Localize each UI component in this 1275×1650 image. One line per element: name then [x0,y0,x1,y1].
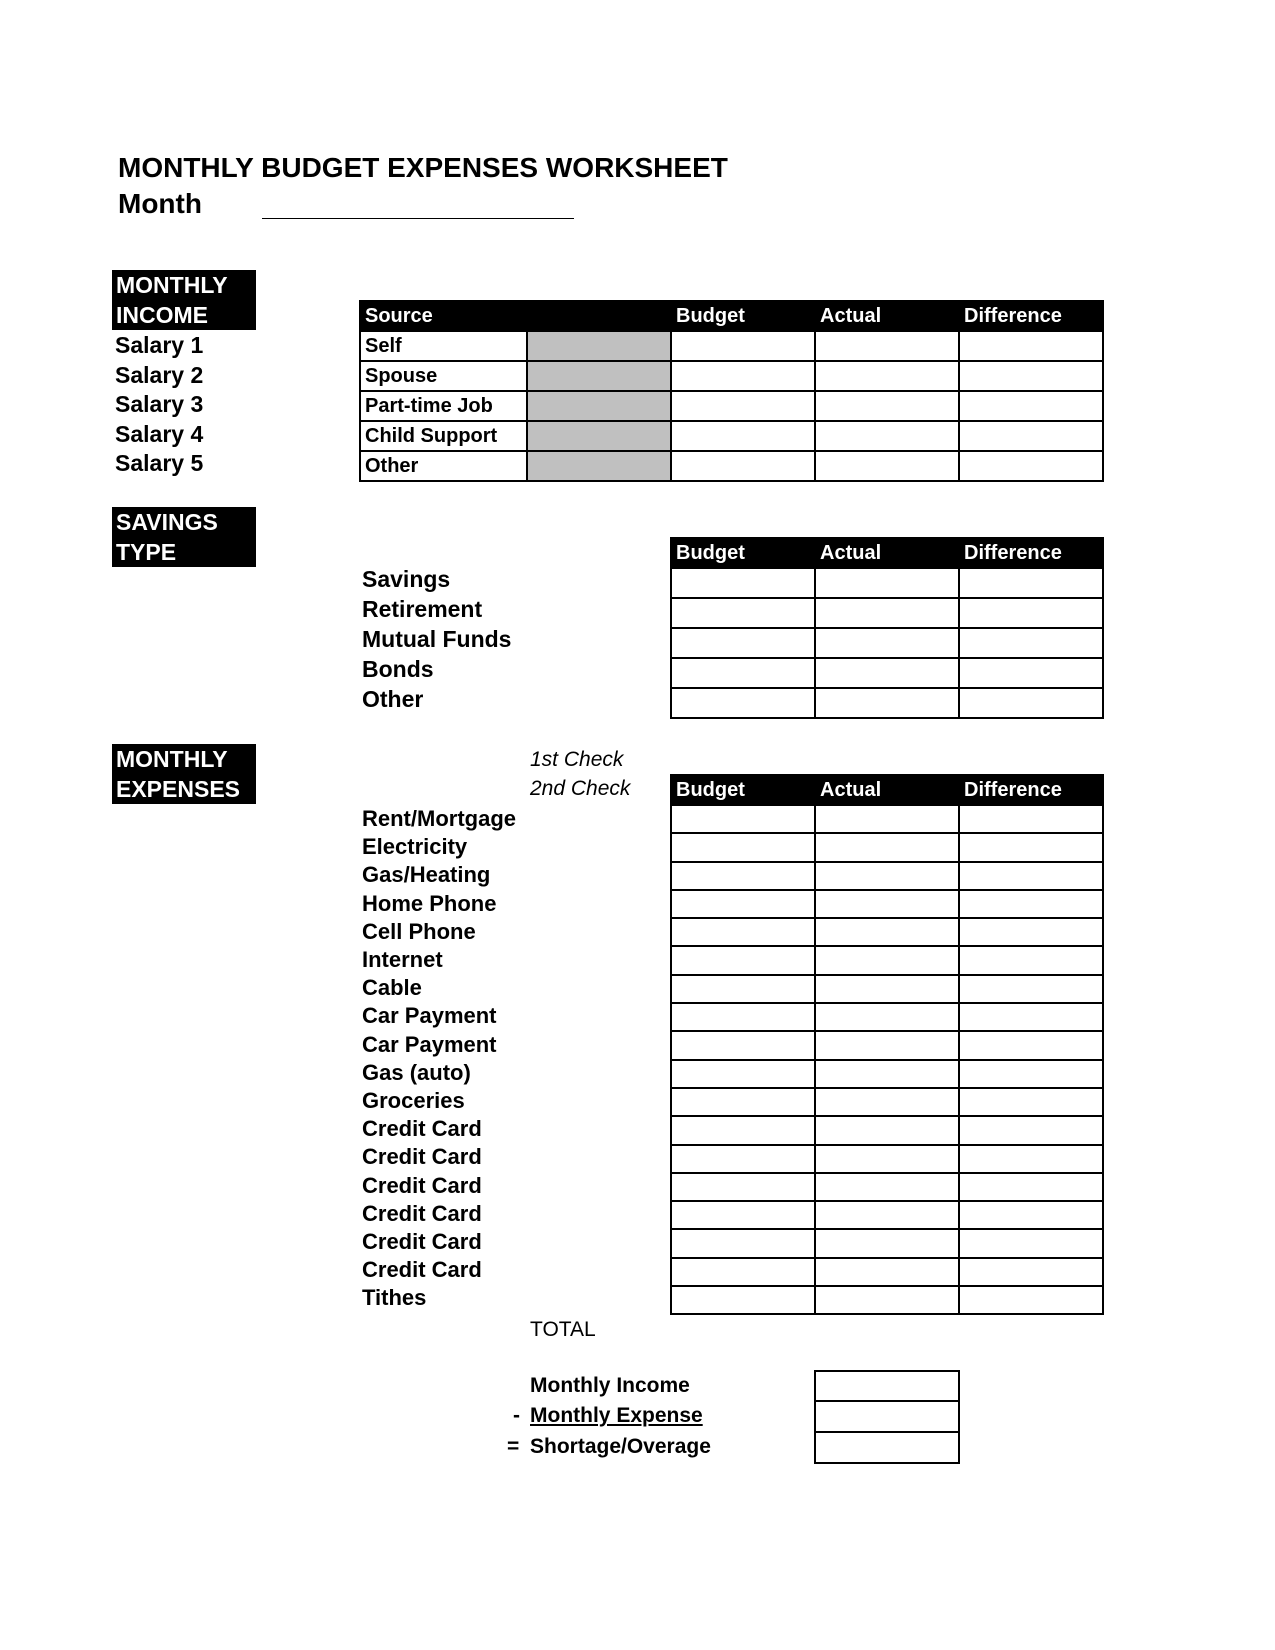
expense-row [671,975,1103,1003]
expense-actual-cell[interactable] [815,1286,959,1314]
expense-actual-cell[interactable] [815,1229,959,1257]
income-actual-cell[interactable] [815,421,959,451]
expense-row [671,1003,1103,1031]
income-header-actual: Actual [815,301,959,331]
savings-row [671,568,1103,598]
salary-label: Salary 1 [115,332,204,358]
expense-difference-cell[interactable] [959,833,1103,861]
summary-table [814,1370,960,1464]
expense-row [671,805,1103,833]
income-header-budget: Budget [671,301,815,331]
savings-budget-cell[interactable] [671,658,815,688]
expense-item-label: Car Payment [362,1031,497,1057]
income-row [360,421,1103,451]
expense-row [671,1145,1103,1173]
expense-actual-cell[interactable] [815,1258,959,1286]
expense-actual-cell[interactable] [815,946,959,974]
expense-budget-cell[interactable] [671,1258,815,1286]
savings-header-difference: Difference [959,538,1103,568]
expense-item-label: Credit Card [362,1200,482,1226]
savings-difference-cell[interactable] [959,658,1103,688]
summary-result-cell[interactable] [815,1432,959,1463]
income-source-cell: Part-time Job [360,391,527,421]
page-title: MONTHLY BUDGET EXPENSES WORKSHEET [118,152,728,183]
savings-row [671,598,1103,628]
summary-income-cell[interactable] [815,1371,959,1401]
income-source-cell: Spouse [360,361,527,391]
expense-actual-cell[interactable] [815,975,959,1003]
income-difference-cell[interactable] [959,421,1103,451]
income-header-source: Source [360,301,671,331]
expense-difference-cell[interactable] [959,1088,1103,1116]
income-difference-cell[interactable] [959,331,1103,361]
expense-item-label: Internet [362,947,443,972]
expense-actual-cell[interactable] [815,1116,959,1144]
expense-item-label: Credit Card [362,1144,482,1170]
income-actual-cell[interactable] [815,361,959,391]
expense-budget-cell[interactable] [671,1003,815,1031]
savings-header-budget: Budget [671,538,815,568]
expense-budget-cell[interactable] [671,1116,815,1144]
expense-row [671,890,1103,918]
income-actual-cell[interactable] [815,391,959,421]
expense-row [671,1173,1103,1201]
expense-item-label: Credit Card [362,1116,482,1142]
expenses-header-budget: Budget [671,775,815,805]
expense-difference-cell[interactable] [959,1060,1103,1088]
expense-actual-cell[interactable] [815,918,959,946]
expense-row [671,1286,1103,1314]
salary-label: Salary 4 [115,420,204,447]
expense-budget-cell[interactable] [671,1229,815,1257]
income-actual-cell[interactable] [815,451,959,481]
summary-monthly-expense-label: Monthly Expense [530,1404,703,1427]
expense-budget-cell[interactable] [671,833,815,861]
expense-difference-cell[interactable] [959,1258,1103,1286]
expense-difference-cell[interactable] [959,975,1103,1003]
expense-row [671,1116,1103,1144]
income-row [360,451,1103,481]
first-check-label: 1st Check [530,748,624,771]
expense-difference-cell[interactable] [959,805,1103,833]
income-row [360,361,1103,391]
income-table [359,300,1104,482]
savings-difference-cell[interactable] [959,628,1103,658]
salary-label: Salary 2 [115,361,204,388]
expense-item-label: Car Payment [362,1003,497,1029]
expense-difference-cell[interactable] [959,1145,1103,1173]
income-shaded-cell [527,361,671,391]
expense-budget-cell[interactable] [671,1201,815,1229]
savings-item-label: Savings [362,566,451,592]
expense-row [671,946,1103,974]
income-actual-cell[interactable] [815,331,959,361]
expenses-header-difference: Difference [959,775,1103,805]
expense-budget-cell[interactable] [671,975,815,1003]
expense-budget-cell[interactable] [671,1088,815,1116]
income-shaded-cell [527,421,671,451]
expense-row [671,1258,1103,1286]
total-label: TOTAL [530,1318,596,1341]
savings-difference-cell[interactable] [959,568,1103,598]
expense-row [671,1088,1103,1116]
summary-expense-cell[interactable] [815,1401,959,1432]
expense-actual-cell[interactable] [815,1003,959,1031]
savings-difference-cell[interactable] [959,598,1103,628]
expense-budget-cell[interactable] [671,862,815,890]
expense-actual-cell[interactable] [815,805,959,833]
savings-budget-cell[interactable] [671,568,815,598]
savings-row [671,658,1103,688]
income-source-cell: Other [360,451,527,481]
expense-row [671,1229,1103,1257]
savings-actual-cell[interactable] [815,628,959,658]
expense-difference-cell[interactable] [959,1003,1103,1031]
expense-budget-cell[interactable] [671,1173,815,1201]
monthly-income-heading: MONTHLY INCOME [112,270,256,330]
expense-actual-cell[interactable] [815,1031,959,1059]
income-budget-cell[interactable] [671,451,815,481]
income-source-cell: Self [360,331,527,361]
income-budget-cell[interactable] [671,331,815,361]
expense-actual-cell[interactable] [815,1088,959,1116]
expense-row [671,1060,1103,1088]
expense-row [671,833,1103,861]
savings-actual-cell[interactable] [815,658,959,688]
income-difference-cell[interactable] [959,451,1103,481]
income-row [360,331,1103,361]
monthly-expenses-heading: MONTHLY EXPENSES [112,744,256,804]
summary-equals-sign: = [507,1435,520,1458]
savings-budget-cell[interactable] [671,628,815,658]
expense-actual-cell[interactable] [815,1173,959,1201]
expense-actual-cell[interactable] [815,833,959,861]
expense-difference-cell[interactable] [959,862,1103,890]
expense-difference-cell[interactable] [959,946,1103,974]
expense-item-label: Electricity [362,834,468,860]
expense-row [671,1031,1103,1059]
expense-item-label: Credit Card [362,1172,482,1198]
expense-item-label: Home Phone [362,890,497,916]
income-difference-cell[interactable] [959,361,1103,391]
income-source-cell: Child Support [360,421,527,451]
expense-budget-cell[interactable] [671,918,815,946]
income-header-difference: Difference [959,301,1103,331]
expense-item-label: Rent/Mortgage [362,806,516,831]
month-label: Month [118,188,202,219]
savings-actual-cell[interactable] [815,598,959,628]
income-row [360,391,1103,421]
expense-item-label: Credit Card [362,1229,482,1254]
income-difference-cell[interactable] [959,391,1103,421]
savings-row [671,628,1103,658]
expense-row [671,918,1103,946]
expense-item-label: Cable [362,975,422,1001]
expense-item-label: Groceries [362,1088,465,1113]
expense-budget-cell[interactable] [671,1145,815,1173]
expense-actual-cell[interactable] [815,862,959,890]
month-input-line[interactable] [262,218,574,219]
savings-actual-cell[interactable] [815,688,959,718]
expense-item-label: Credit Card [362,1257,482,1283]
salary-label: Salary 5 [115,450,204,476]
expense-item-label: Cell Phone [362,918,476,944]
summary-minus-sign: - [513,1404,520,1427]
expense-item-label: Tithes [362,1285,427,1311]
expense-difference-cell[interactable] [959,1286,1103,1314]
savings-difference-cell[interactable] [959,688,1103,718]
expense-difference-cell[interactable] [959,1173,1103,1201]
savings-budget-cell[interactable] [671,598,815,628]
expense-actual-cell[interactable] [815,890,959,918]
expense-item-label: Gas (auto) [362,1059,471,1085]
salary-label: Salary 3 [115,391,204,417]
expense-budget-cell[interactable] [671,1031,815,1059]
second-check-label: 2nd Check [530,777,631,800]
savings-item-label: Bonds [362,656,434,682]
expense-difference-cell[interactable] [959,1031,1103,1059]
income-shaded-cell [527,391,671,421]
summary-shortage-overage-label: Shortage/Overage [530,1435,711,1458]
summary-monthly-income-label: Monthly Income [530,1374,690,1397]
expense-row [671,1201,1103,1229]
expense-actual-cell[interactable] [815,1201,959,1229]
income-shaded-cell [527,451,671,481]
savings-actual-cell[interactable] [815,568,959,598]
savings-item-label: Other [362,686,424,712]
expense-difference-cell[interactable] [959,1229,1103,1257]
expense-difference-cell[interactable] [959,890,1103,918]
expenses-table [670,774,1104,1315]
expense-row [671,862,1103,890]
expense-budget-cell[interactable] [671,1286,815,1314]
savings-item-label: Retirement [362,596,483,622]
savings-table [670,537,1104,719]
expense-budget-cell[interactable] [671,946,815,974]
income-shaded-cell [527,331,671,361]
expense-difference-cell[interactable] [959,1116,1103,1144]
savings-type-heading: SAVINGS TYPE [112,507,256,567]
expense-difference-cell[interactable] [959,918,1103,946]
savings-header-actual: Actual [815,538,959,568]
expense-item-label: Gas/Heating [362,862,491,888]
savings-item-label: Mutual Funds [362,626,512,652]
expense-actual-cell[interactable] [815,1145,959,1173]
expense-budget-cell[interactable] [671,890,815,918]
savings-budget-cell[interactable] [671,688,815,718]
income-budget-cell[interactable] [671,421,815,451]
expenses-header-actual: Actual [815,775,959,805]
savings-row [671,688,1103,718]
income-budget-cell[interactable] [671,361,815,391]
expense-difference-cell[interactable] [959,1201,1103,1229]
expense-budget-cell[interactable] [671,1060,815,1088]
expense-actual-cell[interactable] [815,1060,959,1088]
expense-budget-cell[interactable] [671,805,815,833]
income-budget-cell[interactable] [671,391,815,421]
